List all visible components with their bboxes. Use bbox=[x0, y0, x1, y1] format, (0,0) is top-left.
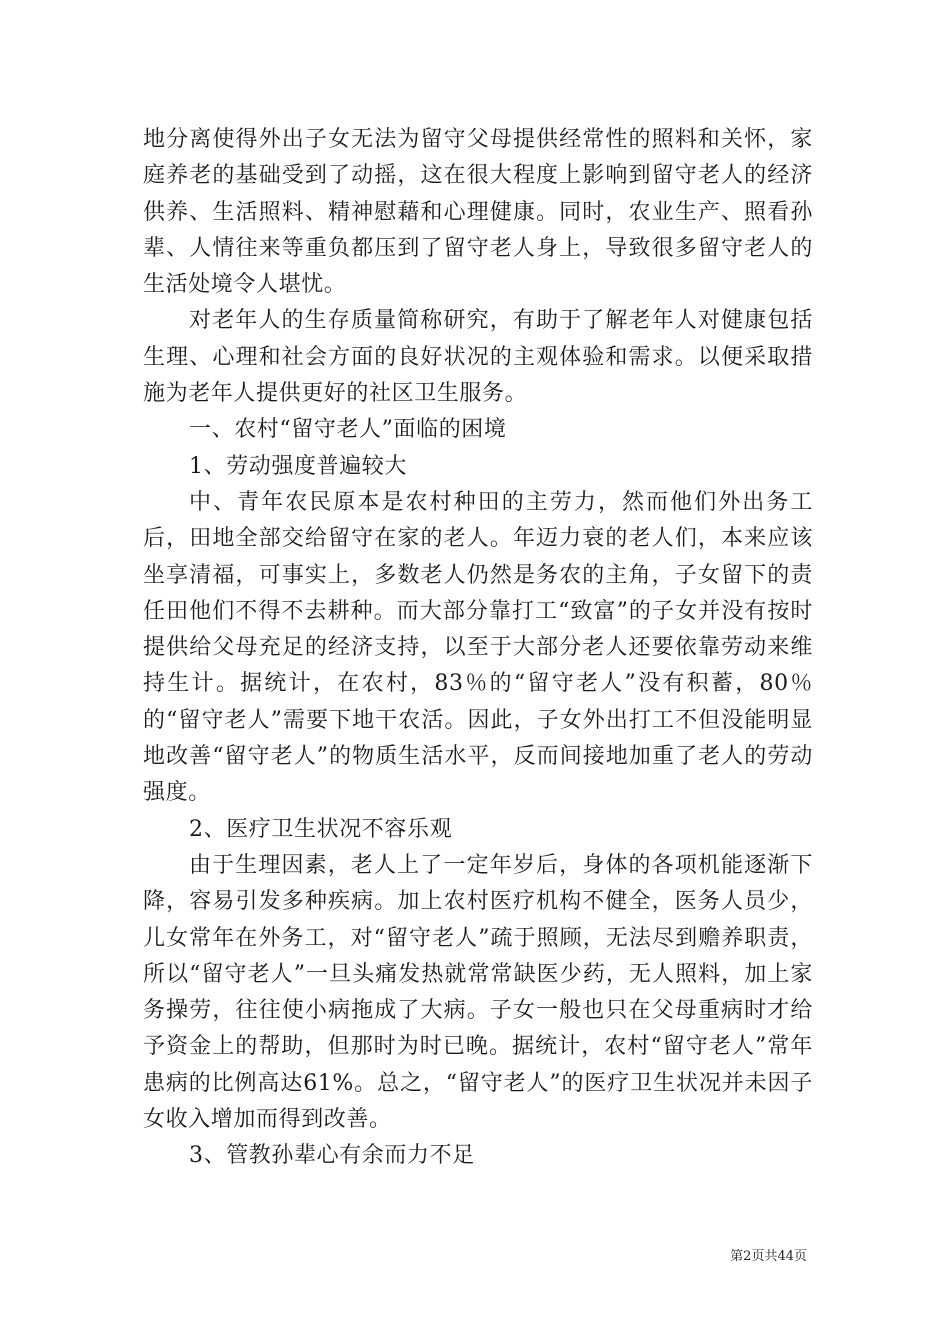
section-heading-1: 一、农村“留守老人”面临的困境 bbox=[189, 417, 507, 443]
subsection-heading-3: 3、管教孙辈心有余而力不足 bbox=[189, 1143, 475, 1169]
paragraph-4: 由于生理因素，老人上了一定年岁后，身体的各项机能逐渐下降，容易引发多种疾病。加上农村医疗机构不健全，医务人员少，儿女常年在外务工，对“留守老人”疏于照顾，无法尽到赡养职责，所以“留守老人”一旦头痛发热就常常缺医少药，无人照料，加上家务操劳，往往使小病拖成了大病。子女一般也只在父母重病时才给予资金上的帮助，但那时为时已晚。据统计，农村“留守老人”常年患病的比例高达61%。总之，“留守老人”的医疗卫生状况并未因子女收入增加而得到改善。 bbox=[143, 852, 813, 1133]
paragraph-2: 对老年人的生存质量简称研究，有助于了解老年人对健康包括生理、心理和社会方面的良好状况的主观体验和需求。以便采取措施为老年人提供更好的社区卫生服务。 bbox=[143, 308, 813, 407]
paragraph-1: 地分离使得外出子女无法为留守父母提供经常性的照料和关怀，家庭养老的基础受到了动摇，这在很大程度上影响到留守老人的经济供养、生活照料、精神慰藉和心理健康。同时，农业生产、照看孙辈、人情往来等重负都压到了留守老人身上，导致很多留守老人的生活处境令人堪忧。 bbox=[143, 127, 813, 298]
subsection-heading-1: 1、劳动强度普遍较大 bbox=[189, 453, 407, 479]
subsection-heading-2: 2、医疗卫生状况不容乐观 bbox=[189, 816, 453, 842]
paragraph-3: 中、青年农民原本是农村种田的主劳力，然而他们外出务工后，田地全部交给留守在家的老人。年迈力衰的老人们，本来应该坐享清福，可事实上，多数老人仍然是务农的主角，子女留下的责任田他们不得不去耕种。而大部分靠打工“致富”的子女并没有按时提供给父母充足的经济支持，以至于大部分老人还要依靠劳动来维持生计。据统计，在农村，83％的“留守老人”没有积蓄，80％的“留守老人”需要下地干农活。因此，子女外出打工不但没能明显地改善“留守老人”的物质生活水平，反而间接地加重了老人的劳动强度。 bbox=[143, 489, 813, 806]
document-body bbox=[143, 122, 813, 1175]
page-number: 第2页共44页 bbox=[730, 1249, 807, 1264]
